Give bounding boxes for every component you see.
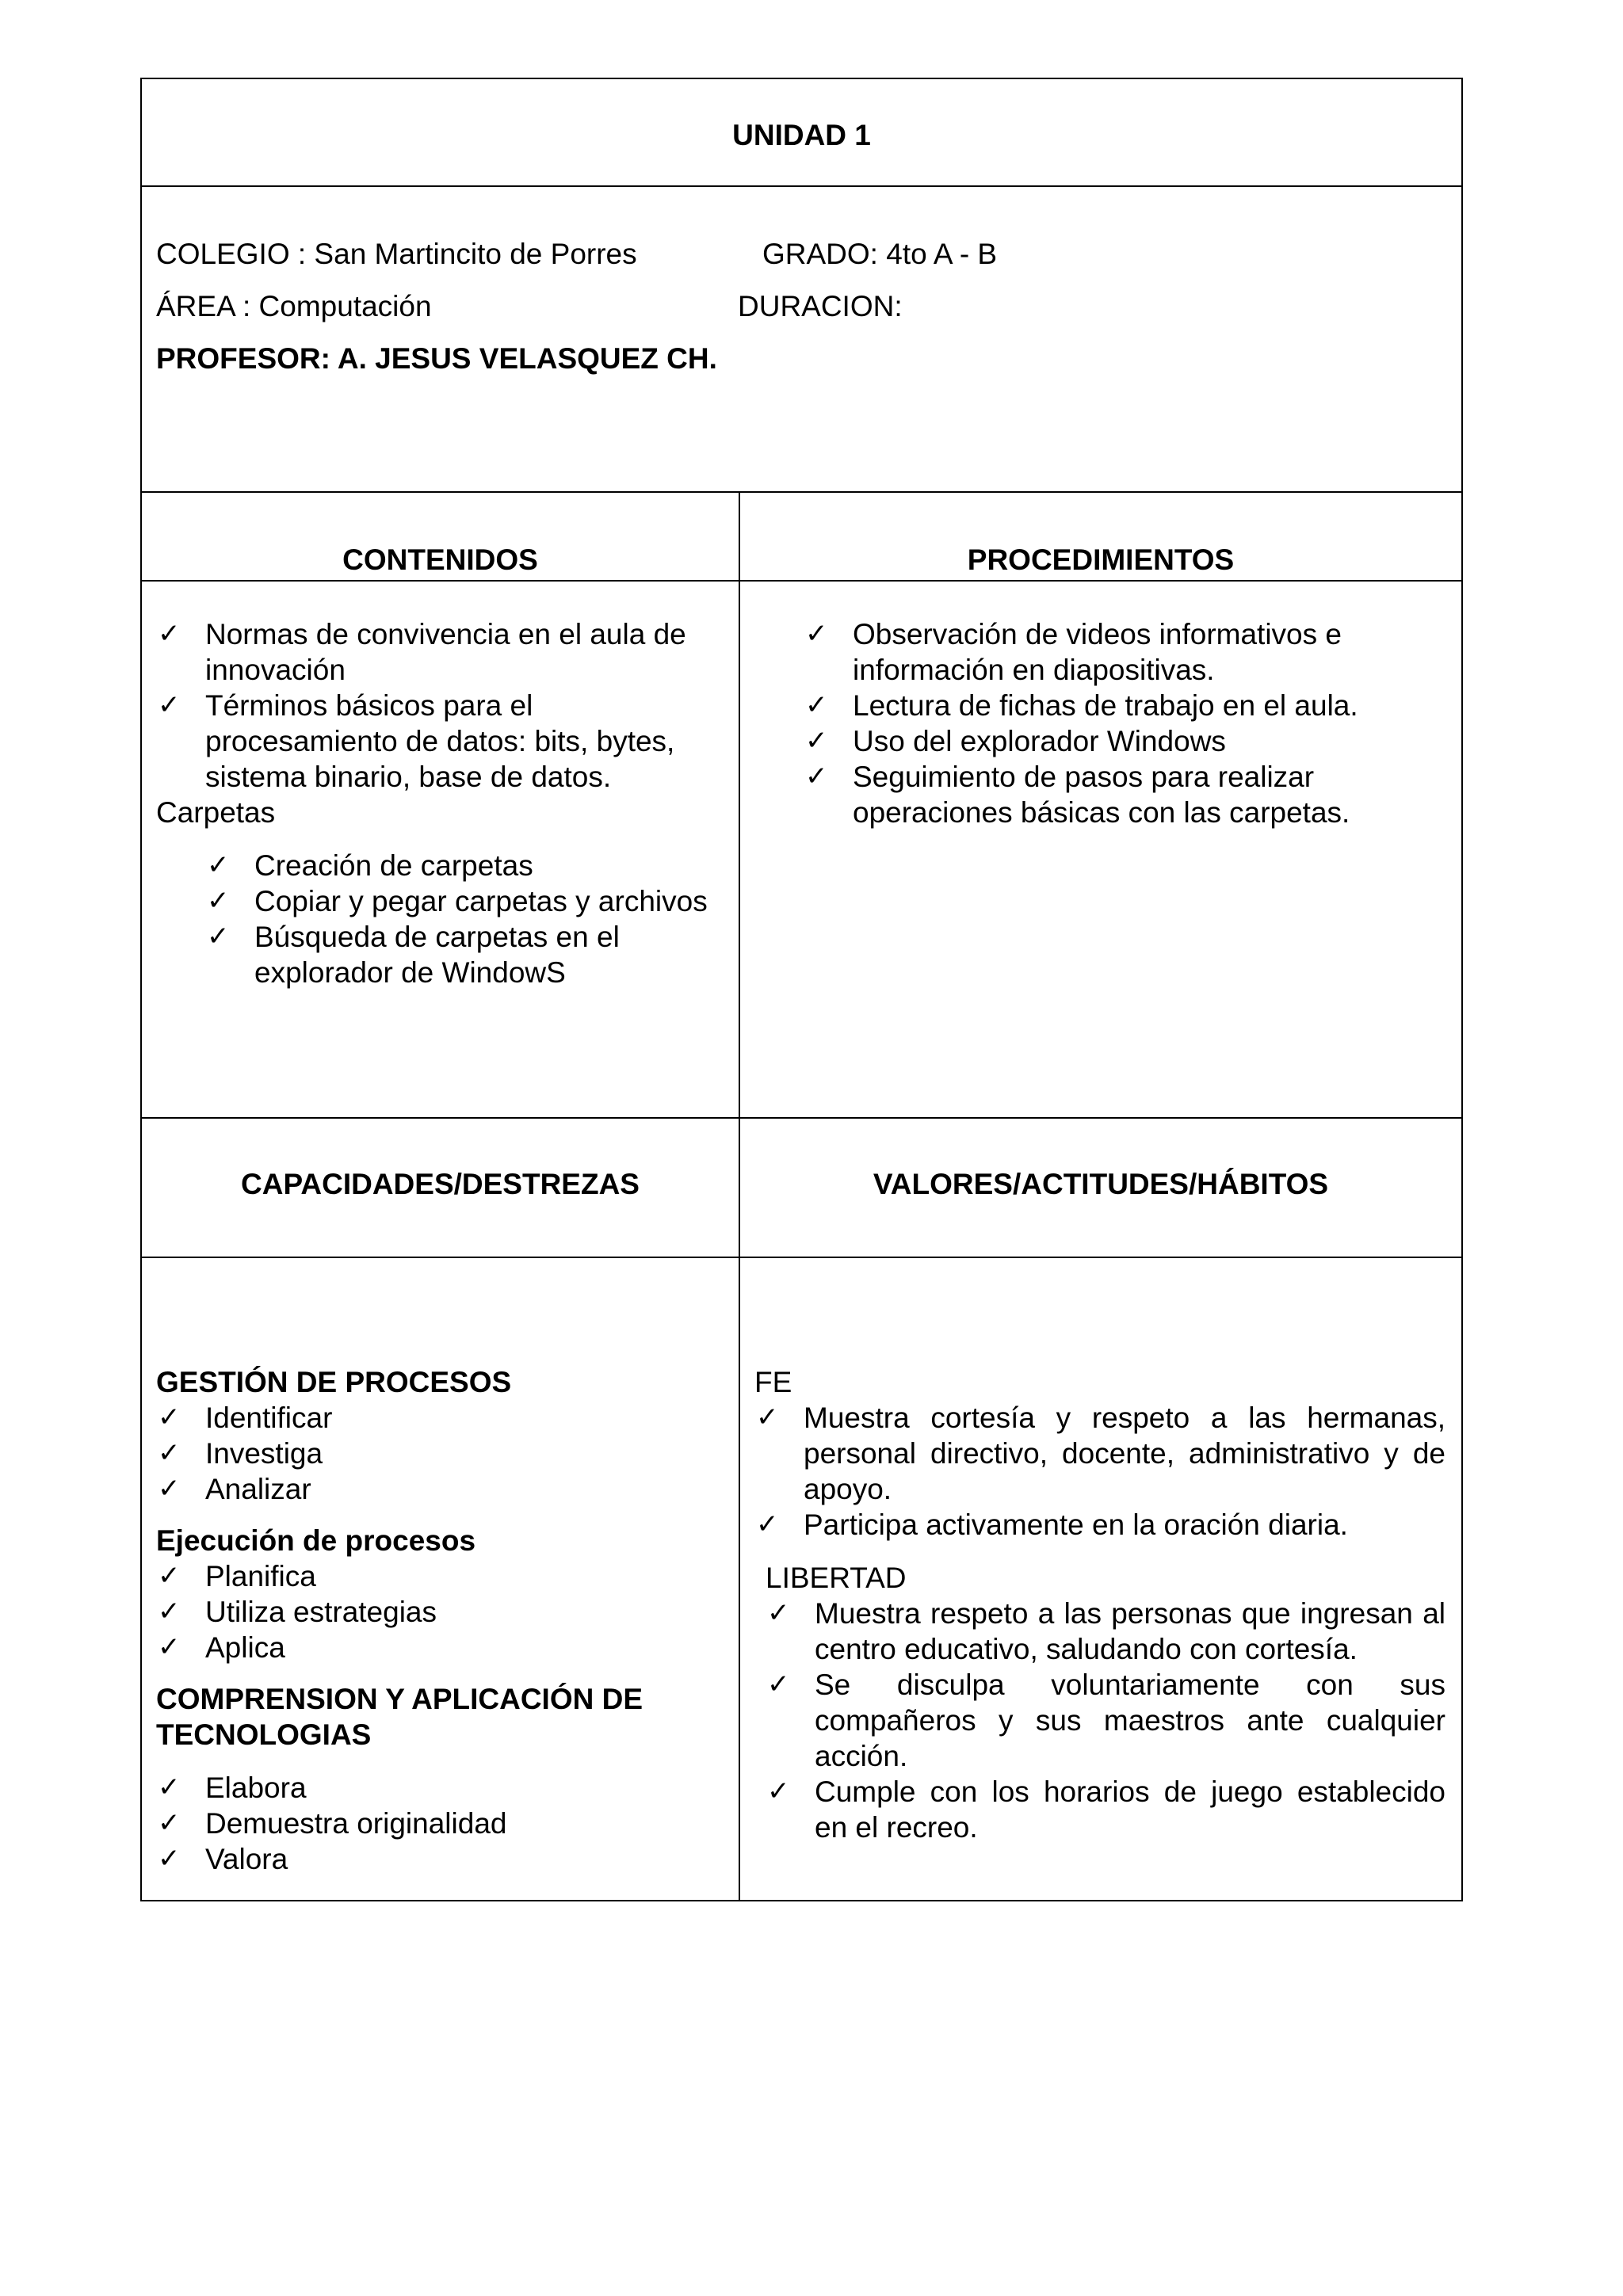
group-heading: FE <box>754 1366 792 1398</box>
list-item: ✓ Demuestra originalidad <box>156 1806 723 1841</box>
grado-label: GRADO: 4to A - B <box>762 238 998 270</box>
capacidad-list <box>156 1770 723 1877</box>
valor-group <box>754 1364 1445 1543</box>
list-item: ✓ Observación de videos informativos e información en diapositivas. <box>804 616 1430 688</box>
header-row-2 <box>142 1117 1461 1258</box>
capacidad-list <box>156 1558 723 1665</box>
capacidades-cell <box>156 1364 723 1877</box>
group-heading: LIBERTAD <box>766 1562 907 1594</box>
procedimientos-header: PROCEDIMIENTOS <box>967 543 1235 576</box>
list-item: ✓ Muestra respeto a las personas que ingresan al centro educativo, saludando con cortesía. <box>766 1596 1445 1667</box>
list-item: ✓ Participa activamente en la oración diaria. <box>754 1507 1445 1543</box>
contenidos-list <box>156 616 723 795</box>
capacidades-header: CAPACIDADES/DESTREZAS <box>241 1168 640 1200</box>
colegio-label: COLEGIO : San Martincito de Porres <box>156 238 637 270</box>
list-item: ✓ Elabora <box>156 1770 723 1806</box>
list-item: ✓ Lectura de fichas de trabajo en el aula. <box>804 688 1430 723</box>
list-item: ✓ Valora <box>156 1841 723 1877</box>
procedimientos-list <box>804 616 1430 830</box>
valores-cell <box>754 1364 1445 1845</box>
valores-header: VALORES/ACTITUDES/HÁBITOS <box>873 1168 1329 1200</box>
group-heading: COMPRENSION Y APLICACIÓN DE TECNOLOGIAS <box>156 1683 643 1751</box>
list-item: ✓ Copiar y pegar carpetas y archivos <box>205 883 723 919</box>
profesor-label: PROFESOR: A. JESUS VELASQUEZ CH. <box>156 342 717 375</box>
valor-list <box>766 1596 1445 1845</box>
contenidos-cell <box>156 616 723 990</box>
header-row-1 <box>142 491 1461 582</box>
list-item: ✓ Analizar <box>156 1471 723 1507</box>
group-heading: GESTIÓN DE PROCESOS <box>156 1366 512 1398</box>
capacidad-group <box>156 1523 723 1665</box>
unit-title: UNIDAD 1 <box>732 119 871 151</box>
capacidad-list <box>156 1400 723 1507</box>
list-item: ✓ Utiliza estrategias <box>156 1594 723 1630</box>
duracion-label: DURACION: <box>738 290 903 322</box>
valor-group <box>754 1560 1445 1845</box>
info-row <box>142 187 1461 493</box>
list-item: ✓ Creación de carpetas <box>205 848 723 883</box>
list-item: ✓ Normas de convivencia en el aula de innovación <box>156 616 723 688</box>
list-item: ✓ Uso del explorador Windows <box>804 723 1430 759</box>
list-item: ✓ Búsqueda de carpetas en el explorador de WindowS <box>205 919 723 990</box>
list-item: ✓ Cumple con los horarios de juego establecido en el recreo. <box>766 1774 1445 1845</box>
carpetas-label: Carpetas <box>156 796 276 829</box>
carpetas-list <box>205 848 723 990</box>
unit-plan-table <box>140 78 1463 1901</box>
list-item: ✓ Seguimiento de pasos para realizar operaciones básicas con las carpetas. <box>804 759 1430 830</box>
list-item: ✓ Investiga <box>156 1436 723 1471</box>
list-item: ✓ Muestra cortesía y respeto a las hermanas, personal directivo, docente, administrativo y de apoyo. <box>754 1400 1445 1507</box>
contenidos-header: CONTENIDOS <box>342 543 538 576</box>
procedimientos-cell <box>804 616 1430 830</box>
valor-list <box>754 1400 1445 1543</box>
list-item: ✓ Términos básicos para el procesamiento de datos: bits, bytes, sistema binario, base de datos. <box>156 688 723 795</box>
list-item: ✓ Planifica <box>156 1558 723 1594</box>
content-row-1 <box>142 580 1461 1119</box>
content-row-2 <box>142 1257 1461 1903</box>
list-item: ✓ Se disculpa voluntariamente con sus compañeros y sus maestros ante cualquier acción. <box>766 1667 1445 1774</box>
title-row <box>142 79 1461 187</box>
group-heading: Ejecución de procesos <box>156 1524 476 1557</box>
capacidad-group <box>156 1681 723 1877</box>
list-item: ✓ Identificar <box>156 1400 723 1436</box>
list-item: ✓ Aplica <box>156 1630 723 1665</box>
capacidad-group <box>156 1364 723 1507</box>
area-label: ÁREA : Computación <box>156 290 432 322</box>
